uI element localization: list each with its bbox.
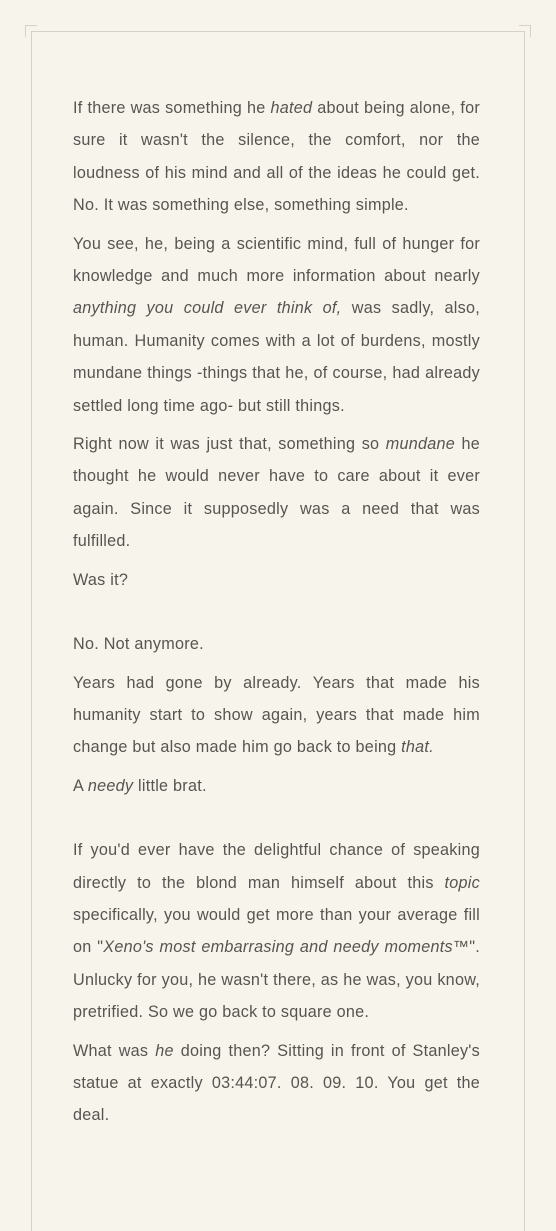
italic-text: he [155,1041,174,1060]
paragraph [73,1035,480,1132]
paragraph [73,564,480,596]
text-run: doing then? Sitting in front of Stanley's statue at exactly 03:44:07. 08. 09. 10. You get the deal. [73,1041,480,1125]
text-run: ". Unlucky for you, he wasn't there, as he was, you know, pretrified. So we go back to square one. [73,938,480,1022]
italic-text: needy [87,776,134,795]
corner-ornament-top-left [25,25,37,37]
paragraph [73,228,480,422]
text-run: What was [73,1041,156,1060]
italic-text: mundane [385,435,456,454]
text-run: If there was something he [73,99,271,117]
text-run: Was it? [73,570,129,589]
italic-text: Xeno's most embarrasing and needy moments™ [103,938,470,957]
paragraph [73,92,480,222]
italic-text: anything you could ever think of, [73,299,342,318]
story-text [73,92,480,1138]
text-run: You see, he, being a scientific mind, full of hunger for knowledge and much more information about nearly [73,234,480,286]
text-run: No. Not anymore. [73,635,204,654]
text-run: was sadly, also, human. Humanity comes with a lot of burdens, mostly mundane things -things that he, of course, had already settled long time ago- but still things. [73,299,480,415]
paragraph [73,667,480,764]
text-run: If you'd ever have the delightful chance of speaking directly to the blond man himself about this [73,841,480,892]
text-run: specifically, you would get more than your average fill on " [73,905,480,957]
paragraph [73,428,480,558]
italic-text: topic [444,873,480,892]
paragraph [73,628,480,660]
italic-text: hated [270,99,313,117]
paragraph [73,770,480,802]
text-run: he thought he would never have to care about it ever again. Since it supposedly was a need that was fulfilled. [73,435,480,551]
italic-text: that. [401,738,434,757]
text-run: little brat. [133,776,207,795]
text-run: about being alone, for sure it wasn't the silence, the comfort, nor the loudness of his mind and all of the ideas he could get. No. It was something else, something simple. [73,99,480,215]
corner-ornament-top-right [519,25,531,37]
text-run: Right now it was just that, something so [73,435,386,454]
text-run: Years had gone by already. Years that made his humanity start to show again, years that made him change but also made him go back to being [73,673,480,757]
text-run: A [73,776,88,795]
paragraph [73,834,480,1028]
